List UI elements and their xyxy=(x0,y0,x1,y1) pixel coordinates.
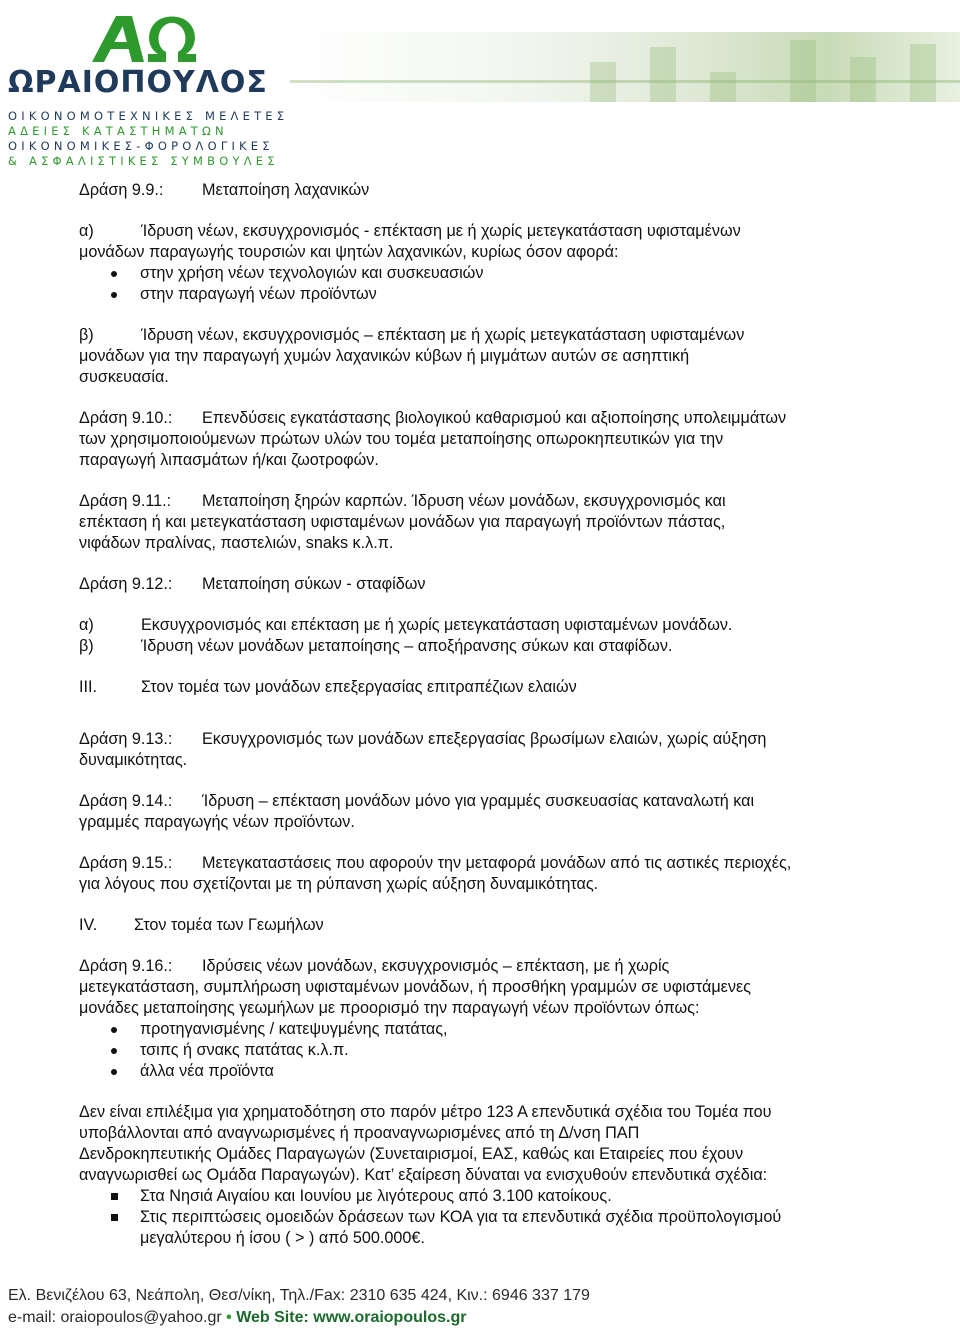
paragraph-line: παραγωγή λιπασμάτων ή/και ζωοτροφών. xyxy=(79,451,379,469)
paragraph-line: Ιδρύσεις νέων μονάδων, εκσυγχρονισμός – επέκταση, με ή χωρίς xyxy=(202,957,670,975)
paragraph-line: συσκευασία. xyxy=(79,368,169,386)
action-label: Δράση 9.9.: xyxy=(79,181,164,199)
page-footer xyxy=(0,1283,960,1339)
paragraph-line: των χρησιμοποιούμενων πρώτων υλών του τομέα μεταποίησης οπωροκηπευτικών για την xyxy=(79,430,724,448)
logo-mark-icon xyxy=(86,12,198,66)
paragraph-line: Ίδρυση – επέκταση μονάδων μόνο για γραμμές συσκευασίας καταναλωτή και xyxy=(202,792,755,810)
action-9-12-item-a xyxy=(79,615,901,636)
list-item: προτηγανισμένης / κατεψυγμένης πατάτας, xyxy=(79,1019,901,1040)
item-label: α) xyxy=(79,222,94,240)
paragraph-line: επέκταση ή και μετεγκατάσταση υφισταμένων μονάδων για παραγωγή προϊόντων πάστας, xyxy=(79,513,726,531)
paragraph-line: Δεν είναι επιλέξιμα για χρηματοδότηση στο παρόν μέτρο 123 Α επενδυτικά σχέδια του Τομέα που xyxy=(79,1103,772,1121)
item-label: β) xyxy=(79,637,94,655)
paragraph-line: δυναμικότητας. xyxy=(79,751,188,769)
action-9-9-heading xyxy=(79,180,901,201)
paragraph-line: αναγνωρισθεί ως Ομάδα Παραγωγών). Κατ’ εξαίρεση δύναται να ενισχυθούν επενδυτικά σχέδια: xyxy=(79,1166,768,1184)
paragraph-line: Μεταποίηση ξηρών καρπών. Ίδρυση νέων μονάδων, εκσυγχρονισμός και xyxy=(202,492,726,510)
list-item: στην χρήση νέων τεχνολογιών και συσκευασιών xyxy=(79,263,901,284)
action-9-12-heading xyxy=(79,574,901,595)
action-9-12-item-b xyxy=(79,636,901,657)
paragraph-line: μετεγκατάσταση, συμπλήρωση υφισταμένων μονάδων, ή προσθήκη γραμμών σε υφιστάμενες xyxy=(79,978,751,996)
action-9-11-paragraph xyxy=(79,491,901,512)
paragraph-line: μονάδες μεταποίησης γεωμήλων με προορισμό την παραγωγή νέων προϊόντων όπως: xyxy=(79,999,700,1017)
section-iii-heading xyxy=(79,677,901,698)
paragraph-line: νιφάδων πραλίνας, παστελιών, snaks κ.λ.π. xyxy=(79,534,394,552)
list-item: τσιπς ή σνακς πατάτας κ.λ.π. xyxy=(79,1040,901,1061)
action-9-10-paragraph xyxy=(79,408,901,429)
tagline-licenses: ΑΔΕΙΕΣ ΚΑΤΑΣΤΗΜΑΤΩΝ xyxy=(8,124,228,138)
list-item-continuation: μεγαλύτερου ή ίσου ( > ) από 500.000€. xyxy=(140,1229,425,1247)
footer-website[interactable]: Web Site: www.oraiopoulos.gr xyxy=(236,1309,467,1326)
footer-address: Ελ. Βενιζέλου 63, Νεάπολη, Θεσ/νίκη, Τηλ./Fax: 2310 635 424, Κιν.: 6946 337 179 xyxy=(8,1287,590,1304)
company-logo xyxy=(6,10,289,170)
list-item: Στα Νησιά Αιγαίου και Ιουνίου με λιγότερους από 3.100 κατοίκους. xyxy=(79,1186,901,1207)
paragraph-line: για λόγους που σχετίζονται με τη ρύπανση χωρίς αύξηση δυναμικότητας. xyxy=(79,875,599,893)
section-title: Στον τομέα των μονάδων επεξεργασίας επιτραπέζιων ελαιών xyxy=(141,678,577,696)
list-item: Στις περιπτώσεις ομοειδών δράσεων των ΚΟΑ για τα επενδυτικά σχέδια προϋπολογισμού xyxy=(79,1207,901,1228)
footer-separator: • xyxy=(226,1309,232,1326)
action-label: Δράση 9.15.: xyxy=(79,854,173,872)
action-label: Δράση 9.12.: xyxy=(79,575,173,593)
section-title: Στον τομέα των Γεωμήλων xyxy=(134,916,324,934)
item-text: Εκσυγχρονισμός και επέκταση με ή χωρίς μετεγκατάσταση υφισταμένων μονάδων. xyxy=(141,616,733,634)
item-label: β) xyxy=(79,326,94,344)
brand-name: ΩΡΑΙΟΠΟΥΛΟΣ xyxy=(8,65,268,100)
action-9-9-item-b xyxy=(79,325,901,346)
section-iv-heading xyxy=(79,915,901,936)
action-title: Μεταποίηση λαχανικών xyxy=(202,181,370,199)
paragraph-line: Δενδροκηπευτικής Ομάδες Παραγωγών (Συνεταιρισμοί, ΕΑΣ, καθώς και Εταιρείες που έχουν xyxy=(79,1145,744,1163)
action-label: Δράση 9.11.: xyxy=(79,492,172,510)
paragraph-line: γραμμές παραγωγής νέων προϊόντων. xyxy=(79,813,355,831)
section-label: IV. xyxy=(79,916,98,934)
paragraph-line: υποβάλλονται από αναγνωρισμένες ή προαναγνωρισμένες από τη Δ/νση ΠΑΠ xyxy=(79,1124,640,1142)
paragraph-line: Εκσυγχρονισμός των μονάδων επεξεργασίας βρωσίμων ελαιών, χωρίς αύξηση xyxy=(202,730,767,748)
tagline-insurance: & ΑΣΦΑΛΙΣΤΙΚΕΣ ΣΥΜΒΟΥΛΕΣ xyxy=(8,154,279,168)
footer-email[interactable]: e-mail: oraiopoulos@yahoo.gr xyxy=(8,1309,222,1326)
tagline-studies: ΟΙΚΟΝΟΜΟΤΕΧΝΙΚΕΣ ΜΕΛΕΤΕΣ xyxy=(8,109,289,123)
list-item: στην παραγωγή νέων προϊόντων xyxy=(79,284,901,305)
footer-contact-line xyxy=(8,1308,466,1328)
action-label: Δράση 9.16.: xyxy=(79,957,173,975)
header-decorative-band xyxy=(290,32,960,102)
action-title: Μεταποίηση σύκων - σταφίδων xyxy=(202,575,426,593)
item-label: α) xyxy=(79,616,94,634)
item-text: Ίδρυση νέων, εκσυγχρονισμός – επέκταση με ή χωρίς μετεγκατάσταση υφισταμένων xyxy=(141,326,745,344)
document-body xyxy=(79,180,901,1249)
action-9-9-item-a xyxy=(79,221,901,242)
paragraph-line: μονάδων παραγωγής τουρσιών και ψητών λαχανικών, κυρίως όσον αφορά: xyxy=(79,243,619,261)
action-9-14-paragraph xyxy=(79,791,901,812)
action-9-15-paragraph xyxy=(79,853,901,874)
item-text: Ίδρυση νέων, εκσυγχρονισμός - επέκταση με ή χωρίς μετεγκατάσταση υφισταμένων xyxy=(141,222,741,240)
action-label: Δράση 9.14.: xyxy=(79,792,173,810)
action-label: Δράση 9.13.: xyxy=(79,730,173,748)
tagline-tax: ΟΙΚΟΝΟΜΙΚΕΣ-ΦΟΡΟΛΟΓΙΚΕΣ xyxy=(8,139,274,153)
action-9-13-paragraph xyxy=(79,729,901,750)
action-label: Δράση 9.10.: xyxy=(79,409,173,427)
item-text: Ίδρυση νέων μονάδων μεταποίησης – αποξήρανσης σύκων και σταφίδων. xyxy=(141,637,673,655)
paragraph-line: μονάδων για την παραγωγή χυμών λαχανικών κύβων ή μιγμάτων αυτών σε ασηπτική xyxy=(79,347,690,365)
paragraph-line: Επενδύσεις εγκατάστασης βιολογικού καθαρισμού και αξιοποίησης υπολειμμάτων xyxy=(202,409,787,427)
list-item: άλλα νέα προϊόντα xyxy=(79,1061,901,1082)
section-label: III. xyxy=(79,678,97,696)
action-9-16-paragraph xyxy=(79,956,901,977)
paragraph-line: Μετεγκαταστάσεις που αφορούν την μεταφορά μονάδων από τις αστικές περιοχές, xyxy=(202,854,792,872)
